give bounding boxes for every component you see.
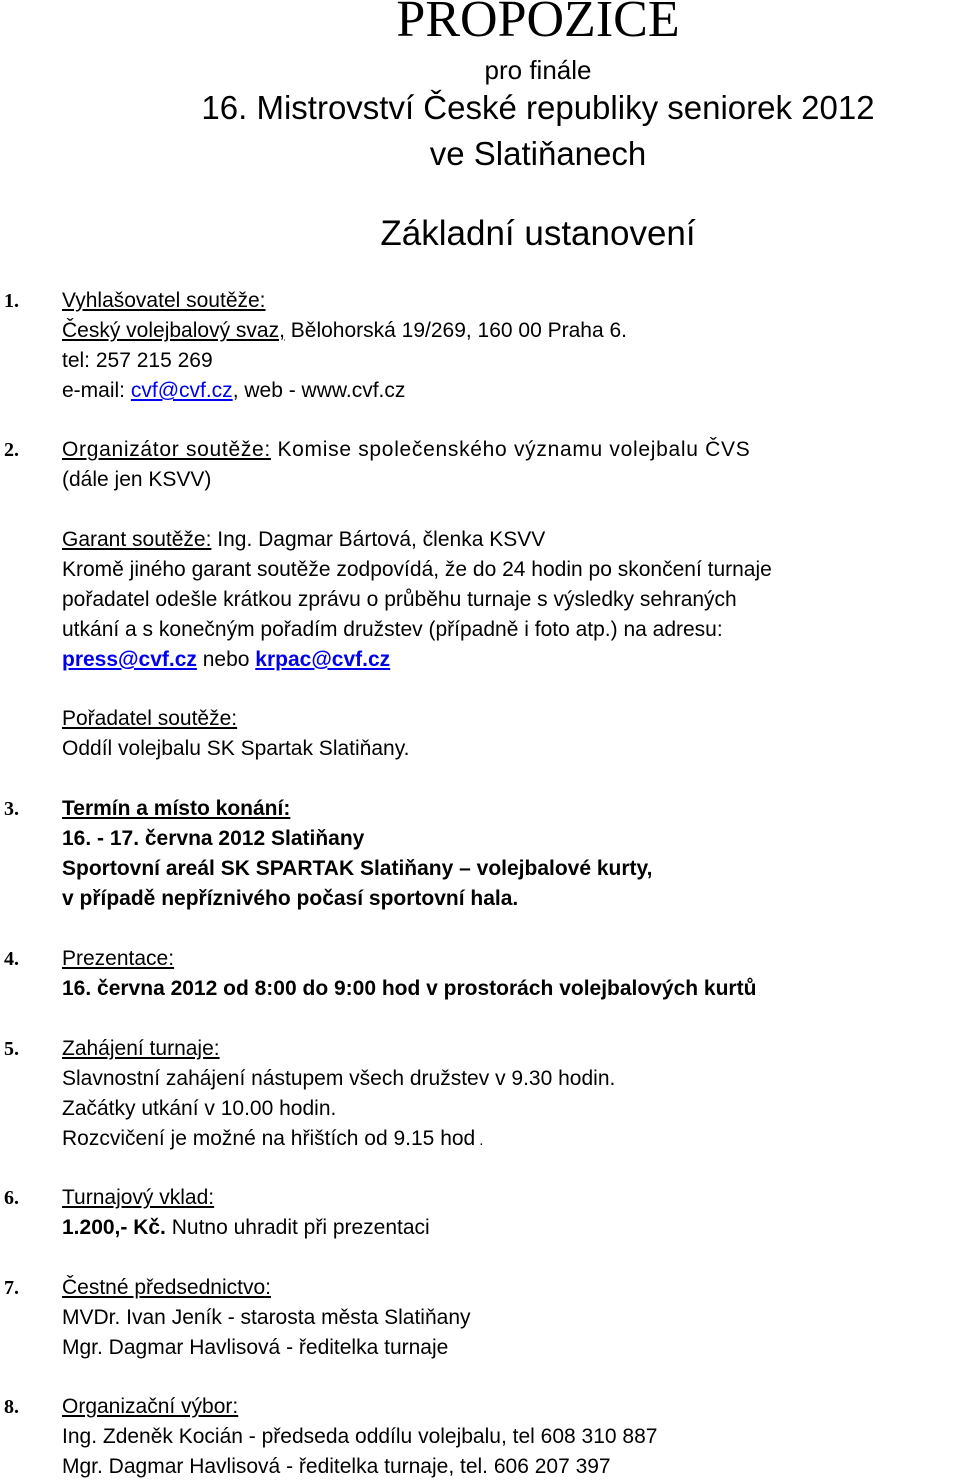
section-5-line3 (62, 1126, 483, 1154)
section-2-number: 2. (4, 439, 19, 461)
section-2-garant (62, 527, 545, 553)
section-title: Základní ustanovení (380, 214, 696, 253)
section-2-poradatel-heading (62, 706, 237, 732)
section-4-heading (62, 946, 174, 972)
section-7-number: 7. (4, 1277, 19, 1299)
section-1-tel: tel: 257 215 269 (62, 349, 213, 372)
section-2-poradatel-text: Oddíl volejbalu SK Spartak Slatiňany. (62, 737, 410, 760)
section-6-note: Nutno uhradit při prezentaci (165, 1216, 430, 1239)
section-1-contact (62, 378, 405, 404)
section-1-address (62, 318, 627, 344)
section-5-heading-text: Zahájení turnaje: (62, 1037, 220, 1060)
section-7-heading-text: Čestné předsednictvo: (62, 1276, 271, 1299)
section-2-heading-text: Organizátor soutěže: (62, 438, 271, 461)
section-6-fee (62, 1215, 430, 1241)
section-5-number: 5. (4, 1038, 19, 1060)
section-5-line3-text: Rozcvičení je možné na hřištích od 9.15 hod (62, 1127, 476, 1150)
section-3-line1: 16. - 17. června 2012 Slatiňany (62, 827, 365, 850)
section-8-line1: Ing. Zdeněk Kocián - předseda oddílu volejbalu, tel 608 310 887 (62, 1425, 658, 1448)
section-2-paragraph-line2: pořadatel odešle krátkou zprávu o průběhu turnaje s výsledky sehraných (62, 588, 737, 611)
section-7-line2: Mgr. Dagmar Havlisová - ředitelka turnaje (62, 1336, 449, 1359)
section-2-garant-heading: Garant soutěže: (62, 528, 212, 551)
section-6-heading-text: Turnajový vklad: (62, 1186, 215, 1209)
section-7-heading (62, 1275, 271, 1301)
section-3-line3: v případě nepříznivého počasí sportovní hala. (62, 887, 519, 910)
section-6-heading (62, 1185, 214, 1211)
krpac-email-link[interactable]: krpac@cvf.cz (255, 648, 391, 671)
section-5-heading (62, 1036, 220, 1062)
section-2-org: Komise společenského významu volejbalu ČVS (270, 438, 751, 461)
section-3-heading (62, 796, 290, 822)
section-2-or: nebo (196, 648, 256, 671)
section-4-number: 4. (4, 948, 19, 970)
section-2-garant-text: Ing. Dagmar Bártová, členka KSVV (211, 528, 546, 551)
section-4-line1: 16. června 2012 od 8:00 do 9:00 hod v prostorách volejbalových kurtů (62, 977, 757, 1000)
section-1-org: Český volejbalový svaz, (62, 319, 285, 342)
section-8-number: 8. (4, 1396, 19, 1418)
section-3-line2: Sportovní areál SK SPARTAK Slatiňany – volejbalové kurty, (62, 857, 653, 880)
section-2-paragraph-line1: Kromě jiného garant soutěže zodpovídá, že do 24 hodin po skončení turnaje (62, 558, 772, 581)
section-2-emails (62, 647, 390, 673)
event-name-line1: 16. Mistrovství České republiky seniorek 2012 (201, 89, 875, 126)
section-1-heading-text: Vyhlašovatel soutěže: (62, 289, 266, 312)
section-8-heading (62, 1394, 238, 1420)
section-8-heading-text: Organizační výbor: (62, 1395, 239, 1418)
section-8-line2: Mgr. Dagmar Havlisová - ředitelka turnaje, tel. 606 207 397 (62, 1455, 611, 1478)
press-email-link[interactable]: press@cvf.cz (62, 648, 197, 671)
section-7-line1: MVDr. Ivan Jeník - starosta města Slatiňany (62, 1306, 471, 1329)
section-6-number: 6. (4, 1187, 19, 1209)
section-1-email-label: e-mail: (62, 379, 131, 402)
section-1-number: 1. (4, 290, 19, 312)
section-1-email-link[interactable]: cvf@cvf.cz (130, 379, 233, 402)
section-2-org-line2: (dále jen KSVV) (62, 468, 212, 491)
section-5-line1: Slavnostní zahájení nástupem všech družstev v 9.30 hodin. (62, 1067, 616, 1090)
section-2-poradatel-heading-text: Pořadatel soutěže: (62, 707, 238, 730)
document-title: PROPOZICE (396, 0, 680, 48)
section-2-heading (62, 437, 750, 463)
section-1-heading (62, 288, 266, 314)
section-5-line2: Začátky utkání v 10.00 hodin. (62, 1097, 337, 1120)
event-name-line2: ve Slatiňanech (429, 135, 647, 172)
document-subtitle: pro finále (484, 55, 592, 85)
section-1-web: , web - www.cvf.cz (232, 379, 406, 402)
section-4-heading-text: Prezentace: (62, 947, 175, 970)
section-6-amount: 1.200,- Kč. (62, 1216, 166, 1239)
section-3-number: 3. (4, 798, 19, 820)
section-5-line3-end: . (479, 1132, 484, 1149)
section-2-paragraph-line3: utkání a s konečným pořadím družstev (případně i foto atp.) na adresu: (62, 618, 723, 641)
section-3-heading-text: Termín a místo konání: (62, 797, 291, 820)
section-1-address-text: Bělohorská 19/269, 160 00 Praha 6. (284, 319, 628, 342)
